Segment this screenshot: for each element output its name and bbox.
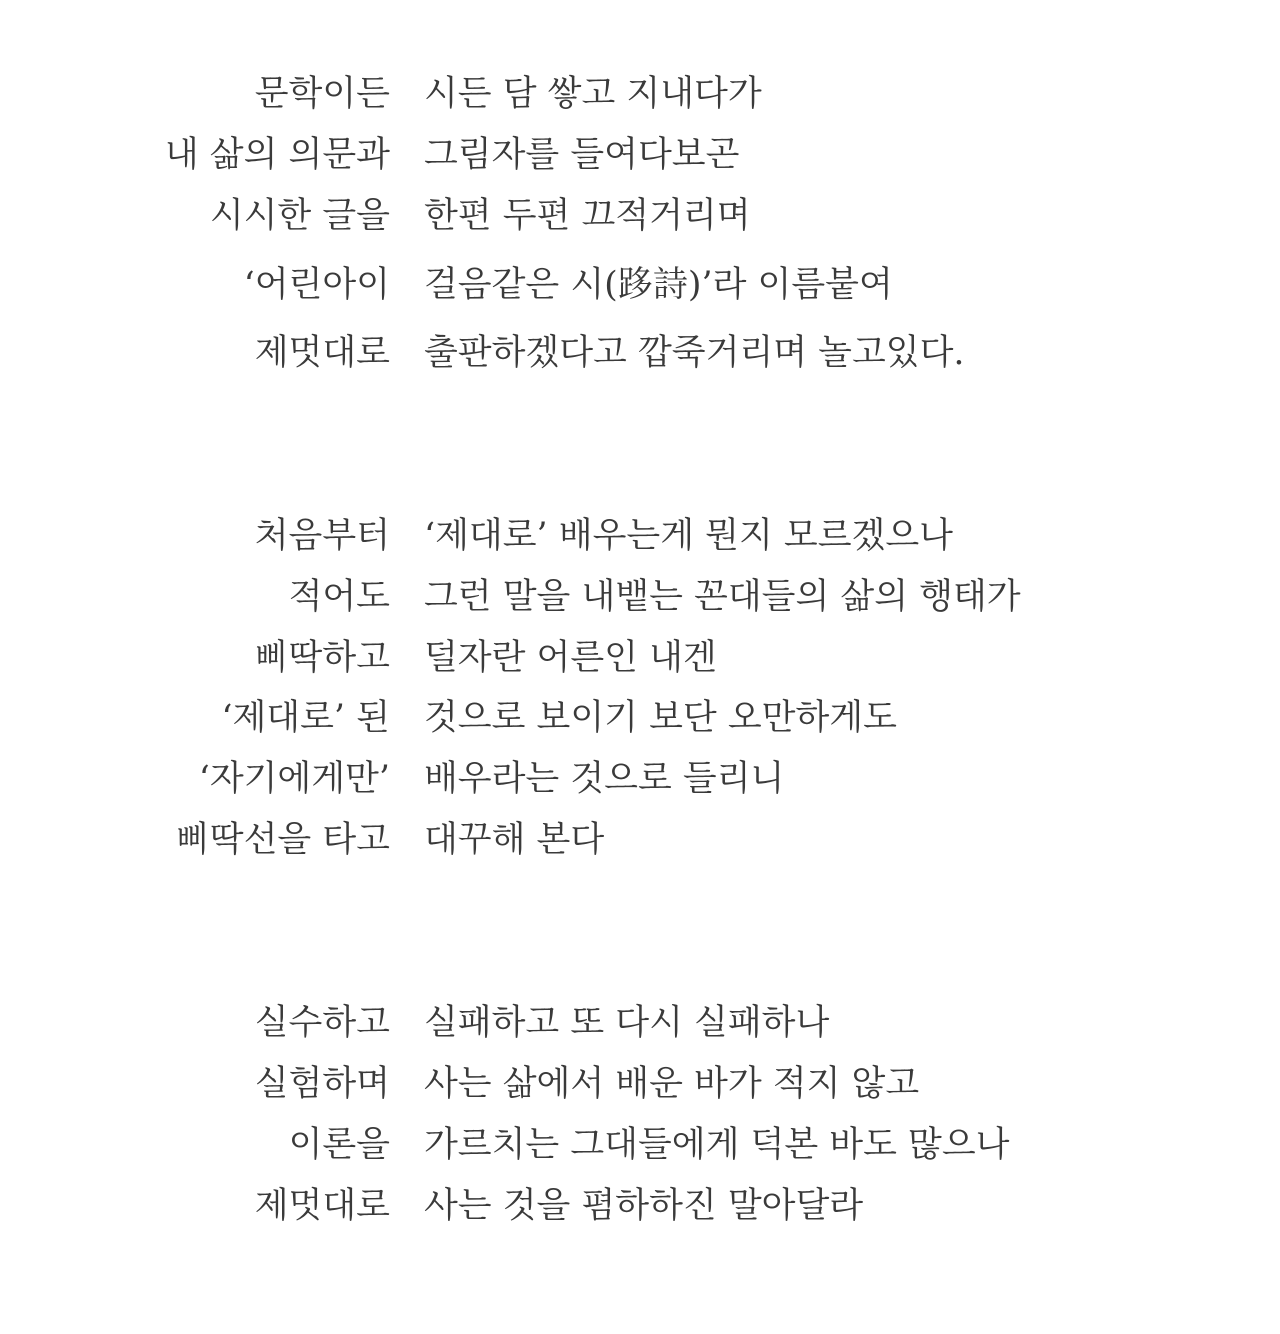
- line-left-text: 내 삶의 의문과: [164, 135, 390, 175]
- line-right-text: 가르치는 그대들에게 덕본 바도 많으나: [424, 1125, 1010, 1165]
- line-left-text: 삐딱선을 타고: [176, 820, 390, 860]
- poem-line: [0, 66, 1280, 122]
- line-left-text: 제멋대로: [254, 333, 390, 373]
- poem-line: [0, 630, 1280, 686]
- poem-line: [0, 1117, 1280, 1173]
- line-left-text: 문학이든: [254, 74, 390, 114]
- line-right-text: 배우라는 것으로 들리니: [424, 759, 785, 799]
- line-left-text: 제멋대로: [254, 1186, 390, 1226]
- line-left-text: 실험하며: [254, 1064, 390, 1104]
- line-right-text: ‘제대로’ 배우는게 뭔지 모르겠으나: [424, 516, 953, 556]
- line-right-text: 걸음같은 시(跢詩)’라 이름붙여: [424, 265, 893, 305]
- line-right-text: 사는 삶에서 배운 바가 적지 않고: [424, 1064, 920, 1104]
- line-left-text: 삐딱하고: [254, 638, 390, 678]
- line-left-text: 이론을: [288, 1125, 390, 1165]
- poem-line: [0, 690, 1280, 746]
- line-left-text: 처음부터: [254, 516, 390, 556]
- poem-line: [0, 325, 1280, 381]
- line-right-text: 대꾸해 본다: [424, 820, 605, 860]
- line-right-text: 덜자란 어른인 내겐: [424, 638, 717, 678]
- line-left-text: 시시한 글을: [209, 196, 390, 236]
- poem-line: [0, 995, 1280, 1051]
- line-right-text: 한편 두편 끄적거리며: [424, 196, 751, 236]
- poem-line: [0, 188, 1280, 244]
- poem-line: [0, 1056, 1280, 1112]
- poem-line: [0, 508, 1280, 564]
- line-left-text: ‘자기에게만’: [198, 759, 390, 799]
- line-right-text: 실패하고 또 다시 실패하나: [424, 1003, 830, 1043]
- poem-line: [0, 812, 1280, 868]
- line-left-text: 실수하고: [254, 1003, 390, 1043]
- poem-line: [0, 127, 1280, 183]
- line-right-text: 그런 말을 내뱉는 꼰대들의 삶의 행태가: [424, 577, 1021, 617]
- poem-line: [0, 569, 1280, 625]
- line-right-text: 시든 담 쌓고 지내다가: [424, 74, 762, 114]
- poem-line: [0, 257, 1280, 313]
- poem-line: [0, 1178, 1280, 1234]
- line-left-text: 적어도: [288, 577, 390, 617]
- line-right-text: 것으로 보이기 보단 오만하게도: [424, 698, 897, 738]
- line-right-text: 출판하겠다고 깝죽거리며 놀고있다.: [424, 333, 965, 373]
- line-right-text: 그림자를 들여다보곤: [424, 135, 740, 175]
- line-left-text: ‘제대로’ 된: [221, 698, 390, 738]
- line-right-text: 사는 것을 폄하하진 말아달라: [424, 1186, 864, 1226]
- line-left-text: ‘어린아이: [243, 265, 390, 305]
- poem-line: [0, 751, 1280, 807]
